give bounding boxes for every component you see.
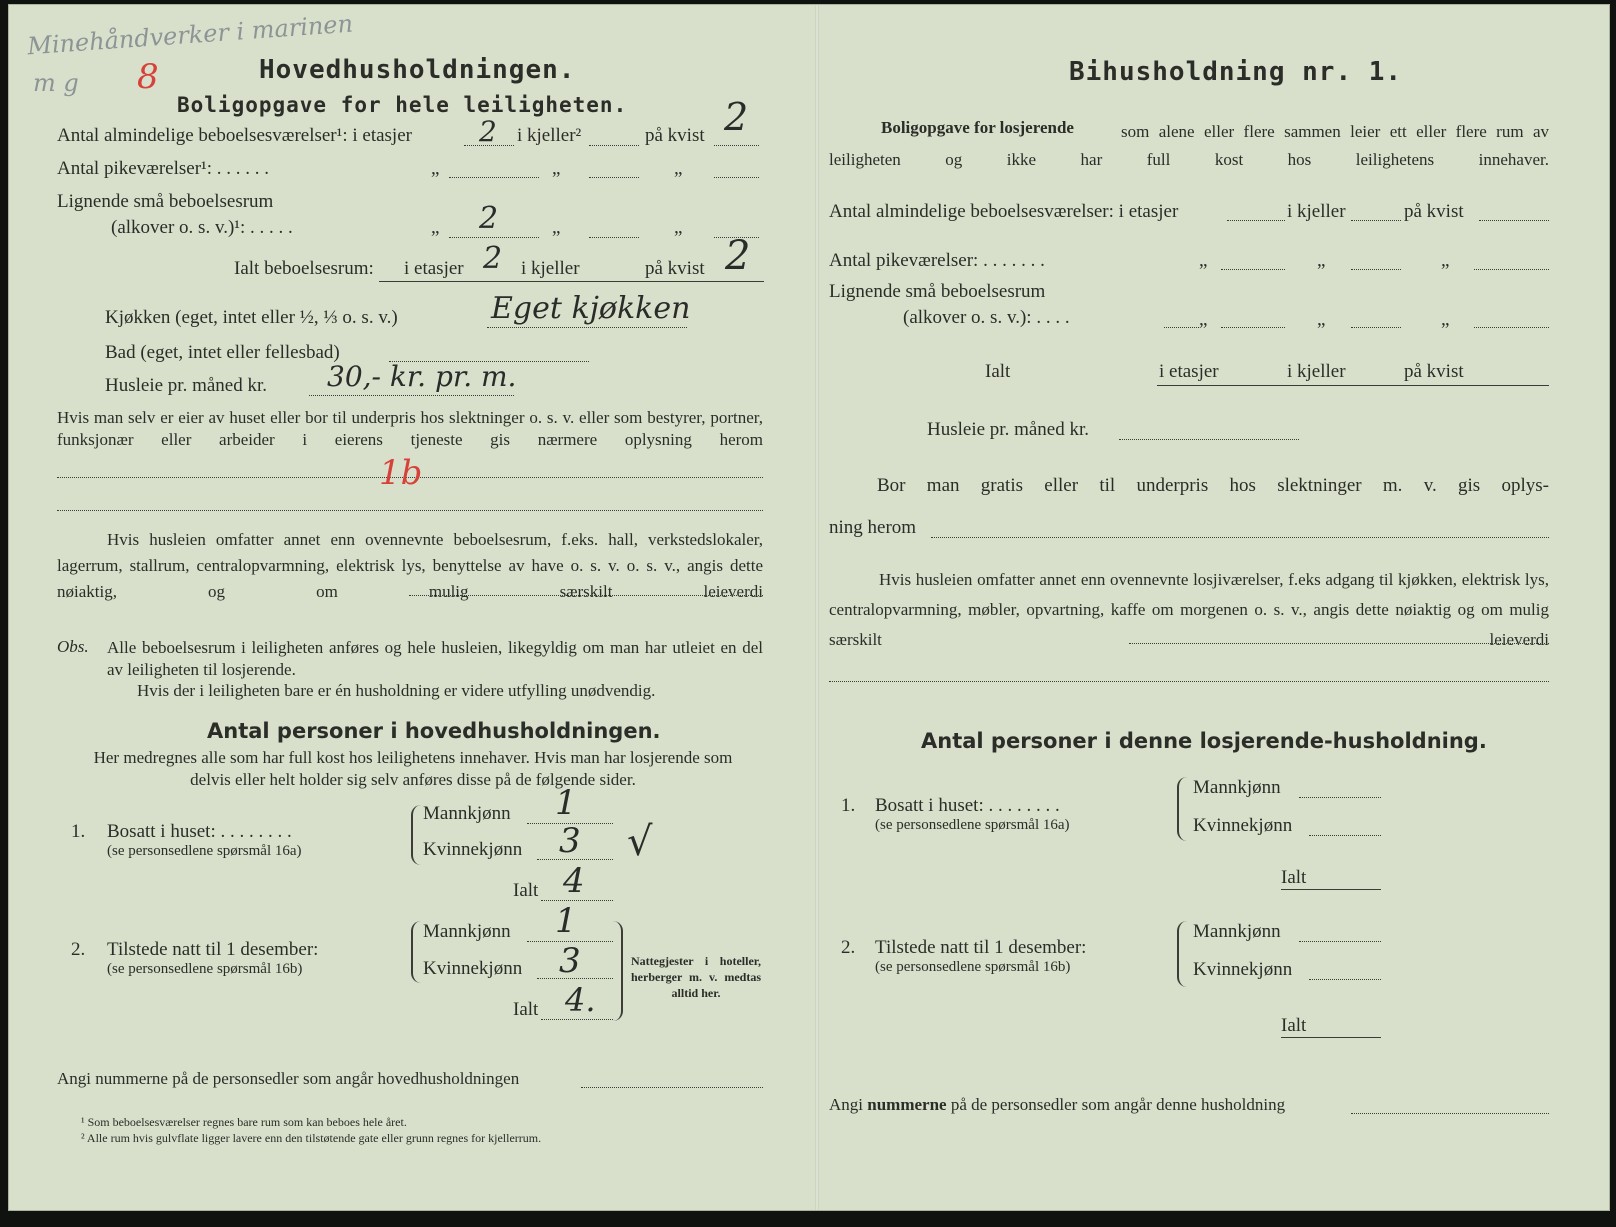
kvist-field-line: [1479, 220, 1549, 221]
main-household-page: [9, 5, 817, 1210]
numbers-label-b: på de personsedler som angår denne husholdning: [950, 1095, 1286, 1114]
total-underline: [379, 281, 764, 282]
total-etasjer-label: i etasjer: [1159, 361, 1219, 382]
q1-sub: (se personsedlene spørsmål 16a): [875, 817, 1070, 833]
ditto-mark: „: [1317, 250, 1326, 271]
alcove-rooms-label: Lignende små beboelsesrum: [829, 281, 1046, 302]
maid-rooms-label: Antal pikeværelser¹: . . . . . .: [57, 158, 270, 179]
numbers-line: [1351, 1113, 1549, 1114]
q2-brace: [411, 921, 421, 983]
total-kjeller-label: i kjeller: [1287, 361, 1346, 382]
gratis-note: Bor man gratis eller til underpris hos slektninger m. v. gis oplys-: [877, 475, 1549, 496]
kvist-field-line: [714, 145, 759, 146]
total-kvist-label: på kvist: [645, 258, 705, 279]
q2-total-label: Ialt: [513, 999, 539, 1020]
q1-label: Bosatt i huset: . . . . . . . .: [875, 795, 1060, 816]
ditto-mark: „: [1199, 309, 1208, 330]
total-kvist-value: 2: [725, 233, 751, 279]
rent-label: Husleie pr. måned kr.: [927, 419, 1089, 440]
gratis-field-line: [931, 537, 1549, 538]
q2-male-line: [1299, 941, 1381, 942]
rent-includes-note: Hvis husleien omfatter annet enn ovennevnte beboelsesrum, f.eks. hall, verkstedslokaler, lagerrum, stallrum, centralopvarmning, elektrisk lys, benyttelse av have o. s. v. o. s. v., angis dette nøiaktig, og om mulig særskilt leieverdi: [57, 530, 763, 601]
maid-kvist-line: [1474, 269, 1549, 270]
q1-male-label: Mannkjønn: [423, 803, 511, 824]
q1-label: Bosatt i huset: . . . . . . . .: [107, 821, 292, 842]
check-mark: √: [627, 819, 653, 865]
q2-label: Tilstede natt til 1 desember:: [107, 939, 319, 960]
page-subtitle: Boligopgave for hele leiligheten.: [177, 93, 628, 117]
q2-sub: (se personsedlene spørsmål 16b): [107, 961, 303, 977]
intro-bold: Boligopgave for losjerende: [881, 118, 1074, 137]
q1-female-value: 3: [559, 821, 581, 861]
owner-mark: 1b: [379, 453, 423, 493]
kvist-value: 2: [724, 95, 749, 139]
q1-sub: (se personsedlene spørsmål 16a): [107, 843, 302, 859]
kitchen-field-line: [487, 327, 687, 328]
guests-note: Nattegjester i hoteller, herberger m. v. medtas alltid her.: [631, 954, 761, 1000]
q2-total-line: [541, 1019, 613, 1020]
q2-male-label: Mannkjønn: [423, 921, 511, 942]
numbers-label-bold: nummerne: [867, 1095, 947, 1114]
ditto-mark: „: [674, 217, 683, 238]
q1-total-label: Ialt: [513, 880, 539, 901]
alcove-rooms-label: Lignende små beboelsesrum: [57, 191, 274, 212]
total-etasjer-label: i etasjer: [404, 258, 464, 279]
q1-total-line: [1281, 889, 1381, 890]
total-kjeller-label: i kjeller: [521, 258, 580, 279]
persons-title: Antal personer i hovedhusholdningen.: [207, 719, 661, 743]
q2-label: Tilstede natt til 1 desember:: [875, 937, 1087, 958]
numbers-label-a: Angi: [829, 1095, 863, 1114]
q2-brace: [1177, 921, 1187, 987]
rent-includes-line: [1129, 643, 1549, 644]
q1-female-line: [1309, 835, 1381, 836]
etasjer-field-line: [1227, 220, 1285, 221]
ordinary-rooms-label: Antal almindelige beboelsesværelser¹: i etasjer: [57, 125, 412, 146]
q1-male-value: 1: [555, 783, 577, 823]
q1-male-line: [1299, 797, 1381, 798]
sub-household-page: [819, 5, 1609, 1210]
numbers-label: Angi nummerne på de personsedler som angår hovedhusholdningen: [57, 1069, 520, 1088]
footnote-2: ² Alle rum hvis gulvflate ligger lavere enn den tilstøtende gate eller grunn regnes for kjellerrum.: [81, 1131, 542, 1145]
q2-number: 2.: [71, 939, 86, 960]
q2-total-value: 4.: [565, 981, 596, 1019]
alcove-rooms-sub: (alkover o. s. v.): . . . .: [903, 307, 1070, 328]
etasjer-value: 2: [479, 115, 497, 148]
q1-female-label: Kvinnekjønn: [423, 839, 523, 860]
maid-etasjer-line: [1221, 269, 1285, 270]
q1-female-label: Kvinnekjønn: [1193, 815, 1293, 836]
owner-note: Hvis man selv er eier av huset eller bor til underpris hos slektninger o. s. v. eller som bestyrer, portner, funksjonær eller arbeider i eierens tjeneste gis nærmere oplysning herom: [57, 408, 763, 449]
margin-mark: m g: [33, 69, 79, 97]
extra-line: [829, 681, 1549, 682]
total-kvist-label: på kvist: [1404, 361, 1464, 382]
q2-female-line: [1309, 979, 1381, 980]
margin-number: 8: [137, 57, 159, 97]
maid-kjeller-line: [589, 177, 639, 178]
obs-text-2: Hvis der i leiligheten bare er én husholdning er videre utfylling unødvendig.: [137, 681, 656, 700]
rent-value: 30,- kr. pr. m.: [327, 360, 517, 393]
rent-field-line: [309, 395, 514, 396]
q1-brace: [1177, 777, 1187, 841]
total-etasjer-value: 2: [483, 241, 503, 276]
q2-female-label: Kvinnekjønn: [423, 958, 523, 979]
q2-male-label: Mannkjønn: [1193, 921, 1281, 942]
alcove-rooms-sub: (alkover o. s. v.)¹: . . . . .: [111, 217, 293, 238]
ditto-mark: „: [431, 217, 440, 238]
persons-title: Antal personer i denne losjerende-husholdning.: [921, 729, 1487, 753]
q2-total-label: Ialt: [1281, 1015, 1307, 1036]
page-title: Bihusholdning nr. 1.: [1069, 57, 1403, 87]
ditto-mark: „: [552, 217, 561, 238]
alcove-kjeller-line: [589, 237, 639, 238]
maid-kjeller-line: [1351, 269, 1401, 270]
numbers-line: [581, 1087, 763, 1088]
rent-field-line: [1119, 439, 1299, 440]
alcove-lead-line: [1164, 327, 1199, 328]
q2-total-line: [1281, 1037, 1381, 1038]
kjeller-label: i kjeller: [1287, 201, 1346, 222]
rent-label: Husleie pr. måned kr.: [105, 375, 267, 396]
margin-note: Minehåndverker i marinen: [26, 9, 354, 61]
ditto-mark: „: [431, 158, 440, 179]
ditto-mark: „: [552, 158, 561, 179]
q1-male-label: Mannkjønn: [1193, 777, 1281, 798]
q2-female-label: Kvinnekjønn: [1193, 959, 1293, 980]
q1-number: 1.: [841, 795, 856, 816]
q1-number: 1.: [71, 821, 86, 842]
ditto-mark: „: [1441, 309, 1450, 330]
gratis-note-cont: ning herom: [829, 517, 917, 538]
ditto-mark: „: [1317, 309, 1326, 330]
kjeller-field-line: [589, 145, 639, 146]
q1-total-value: 4: [563, 861, 585, 901]
maid-rooms-label: Antal pikeværelser: . . . . . . .: [829, 250, 1045, 271]
alcove-etasjer-value: 2: [479, 201, 499, 236]
persons-note: Her medregnes alle som har full kost hos leilighetens innehaver. Hvis man har losjerende som delvis eller helt holder sig selv anføres disse på de følgende sider.: [93, 748, 733, 789]
kvist-label: på kvist: [645, 125, 705, 146]
alcove-kvist-line: [1474, 327, 1549, 328]
intro-text: som alene eller flere sammen leier ett eller flere rum av leiligheten og ikke har full kost hos leilighetens innehaver.: [829, 122, 1549, 169]
q2-sub: (se personsedlene spørsmål 16b): [875, 959, 1071, 975]
q1-brace: [411, 805, 421, 865]
kjeller-label: i kjeller²: [517, 125, 582, 146]
ditto-mark: „: [674, 158, 683, 179]
kitchen-label: Kjøkken (eget, intet eller ½, ⅓ o. s. v.): [105, 307, 398, 328]
footnote-1: ¹ Som beboelsesværelser regnes bare rum som kan beboes hele året.: [81, 1115, 407, 1129]
alcove-etasjer-line: [449, 237, 539, 238]
ditto-mark: „: [1441, 250, 1450, 271]
alcove-etasjer-line: [1221, 327, 1285, 328]
kitchen-value: Eget kjøkken: [491, 291, 691, 326]
bath-label: Bad (eget, intet eller fellesbad): [105, 342, 340, 363]
ditto-mark: „: [1199, 250, 1208, 271]
census-form-sheet: [8, 4, 1610, 1211]
owner-line-2: [57, 510, 763, 511]
obs-text: Alle beboelsesrum i leiligheten anføres og hele husleien, likegyldig om man har utleiet en del av leiligheten til losjerende.: [107, 638, 763, 679]
maid-etasjer-line: [449, 177, 539, 178]
q2-right-brace: [613, 921, 623, 1021]
q1-total-label: Ialt: [1281, 867, 1307, 888]
kjeller-field-line: [1351, 220, 1401, 221]
kvist-label: på kvist: [1404, 201, 1464, 222]
rent-includes-note: Hvis husleien omfatter annet enn ovennevnte losjiværelser, f.eks adgang til kjøkken, elektrisk lys, centralopvarmning, møbler, opvartning, kaffe om morgenen o. s. v., angis dette nøiaktig og om mulig særskilt leieverdi: [829, 570, 1549, 649]
rent-includes-line: [409, 595, 763, 596]
q2-female-value: 3: [559, 941, 581, 981]
alcove-kjeller-line: [1351, 327, 1401, 328]
obs-label: Obs.: [57, 637, 89, 656]
q2-number: 2.: [841, 937, 856, 958]
page-title: Hovedhusholdningen.: [259, 55, 576, 85]
q2-male-value: 1: [555, 901, 577, 941]
total-underline: [1157, 385, 1549, 386]
ordinary-rooms-label: Antal almindelige beboelsesværelser: i etasjer: [829, 201, 1179, 222]
numbers-label: [829, 1095, 1285, 1115]
maid-kvist-line: [714, 177, 759, 178]
total-rooms-label: Ialt beboelsesrum:: [234, 258, 374, 279]
total-rooms-label: Ialt: [985, 361, 1011, 382]
